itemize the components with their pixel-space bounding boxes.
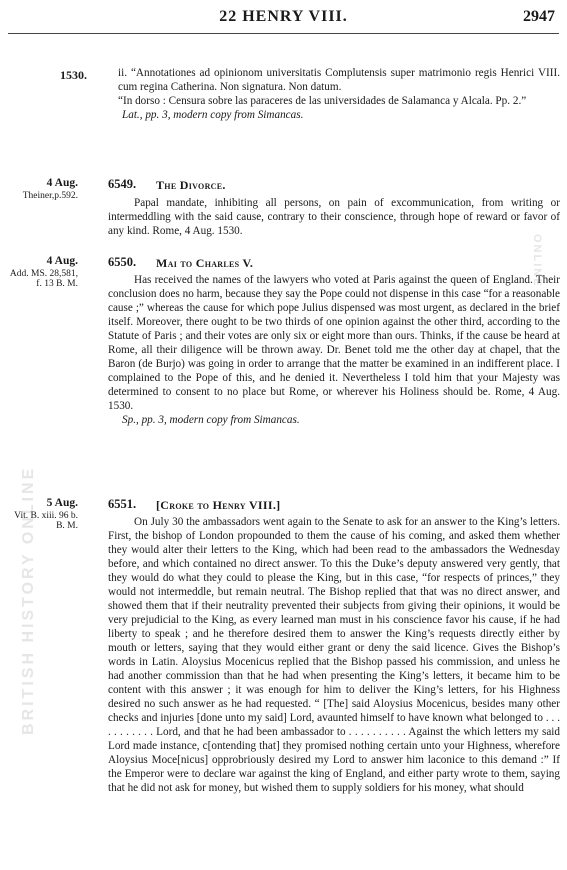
entry-reference: Vit. B. xiii. 96 b. B. M.	[14, 511, 78, 531]
running-header-title: 22 HENRY VIII.	[219, 8, 348, 25]
continuation-line: ii. “Annotationes ad opinionom universitatis Complutensis super matrimonio regis Henrici VIII. cum regina Catherina. Non signatura. Non datum.	[118, 67, 560, 93]
entry-paragraph: On July 30 the ambassadors went again to the Senate to ask for an answer to the King’s letters. First, the bishop of London propounded to them the cause of his coming, and asked them whether they would alter their letters to the King, which had been read to the ambassadors the Wednesday before, and which contained no direct answer. To this the Duke’s deputy answered very gently, that they would do what they could to please the King, but in this case, “for respects of princes,” they would not intermeddle, but remain neutral. The Bishop replied that that was no direct answer, and showed them that if their neutrality prevented their subjects from giving their opinions, it would be very prejudicial to the King, as every learned man must in his conscience favor his cause, if he had liberty to speak ; and he therefore desired them to answer the King’s requests directly either by mouth or letters, saying that they would either grant or deny the said licence. Gives the Bishop’s words in Latin. Aloysius Mocenicus replied that the Bishop passed his commission, and unless he had another commission than that he had when presenting the King’s letters, it became him to be content with this answer ; it was enough for him to deliver the King’s letters, for his Highness desired no such answer as he had requested. “ [The] said Aloysius Mocenicus, besides many other checks and injuries [done unto my said] Lord, avaunted himself to have known what belonged to . . . . . . . . . . . Lord, and that he had been ambassador to . . . . . . . . . . Against the which letters my said Lord made instance, c[ontending that] they promised nothing certain unto your Highness, wherefore Aloysius Moce[nicus] opprobriously desired my Lord to answer him laconice to this demand :” If the Emperor were to declare war against the king of England, and either party wrote to them, saying that he did not ask for money, but wished them to supply soldiers for his money, what should	[108, 516, 560, 794]
entry-reference: Theiner,p.592.	[22, 191, 78, 201]
entry-date: 5 Aug.	[46, 497, 78, 509]
entry-margin	[8, 176, 78, 201]
continuation-line: “In dorso : Censura sobre las paraceres de las universidades de Salamanca y Alcala. Pp. 2.”	[118, 95, 527, 107]
entry-margin	[8, 496, 78, 531]
entry-number: 6551.	[108, 497, 137, 511]
entry-reference: Add. MS. 28,581, f. 13 B. M.	[9, 269, 78, 289]
page-number: 2947	[523, 8, 555, 25]
entry-title: The Divorce.	[156, 178, 226, 192]
entry-paragraph: Papal mandate, inhibiting all persons, on pain of excommunication, from writing or intermeddling with the said cause, contrary to their conscience, through hope of reward or favor of any kind. Rome, 4 Aug. 1530.	[108, 197, 560, 237]
entry-date: 4 Aug.	[46, 255, 78, 267]
entry-number: 6549.	[108, 177, 137, 191]
source-note: Lat., pp. 3, modern copy from Simancas.	[122, 109, 304, 121]
entry-paragraph: Has received the names of the lawyers who voted at Paris against the queen of England. Their conclusion does no harm, because they say the Pope could not dispense in this case “for a reasonable cause ;” whereas the cause for which pope Julius dispensed was most urgent, as declared in the brief itself. Moreover, there ought to be two thirds of one opinion against the other third, according to the Statute of Paris ; and their votes are only six or eight more than ours. Thinks, if the cause be heard at Rome, all their diligence will be thrown away. Dr. Benet told me the other day at chapel, that the Baron (de Burjo) was going in order to arrange that the matter be examined in an indifferent place. I complained to the Pope of this, and he denied it. Nevertheless I told him that your Majesty was determined to consent to no place but Rome, or wherever his Holiness should be. Rome, 4 Aug. 1530.	[108, 274, 560, 412]
entry-body	[108, 273, 560, 427]
entry-title: Mai to Charles V.	[156, 256, 254, 270]
entry-continuation	[108, 66, 560, 122]
watermark-right: ONLINE	[531, 234, 543, 288]
entry-number: 6550.	[108, 255, 137, 269]
entry-margin	[8, 254, 78, 289]
entry-date: 4 Aug.	[46, 177, 78, 189]
watermark-left: BRITISH HISTORY ONLINE	[20, 465, 37, 735]
entry-title: [Croke to Henry VIII.]	[156, 498, 281, 512]
header-rule	[8, 33, 559, 34]
source-note: Sp., pp. 3, modern copy from Simancas.	[122, 414, 300, 426]
margin-year: 1530.	[60, 68, 87, 82]
entry-body	[108, 515, 560, 795]
entry-body	[108, 196, 560, 238]
